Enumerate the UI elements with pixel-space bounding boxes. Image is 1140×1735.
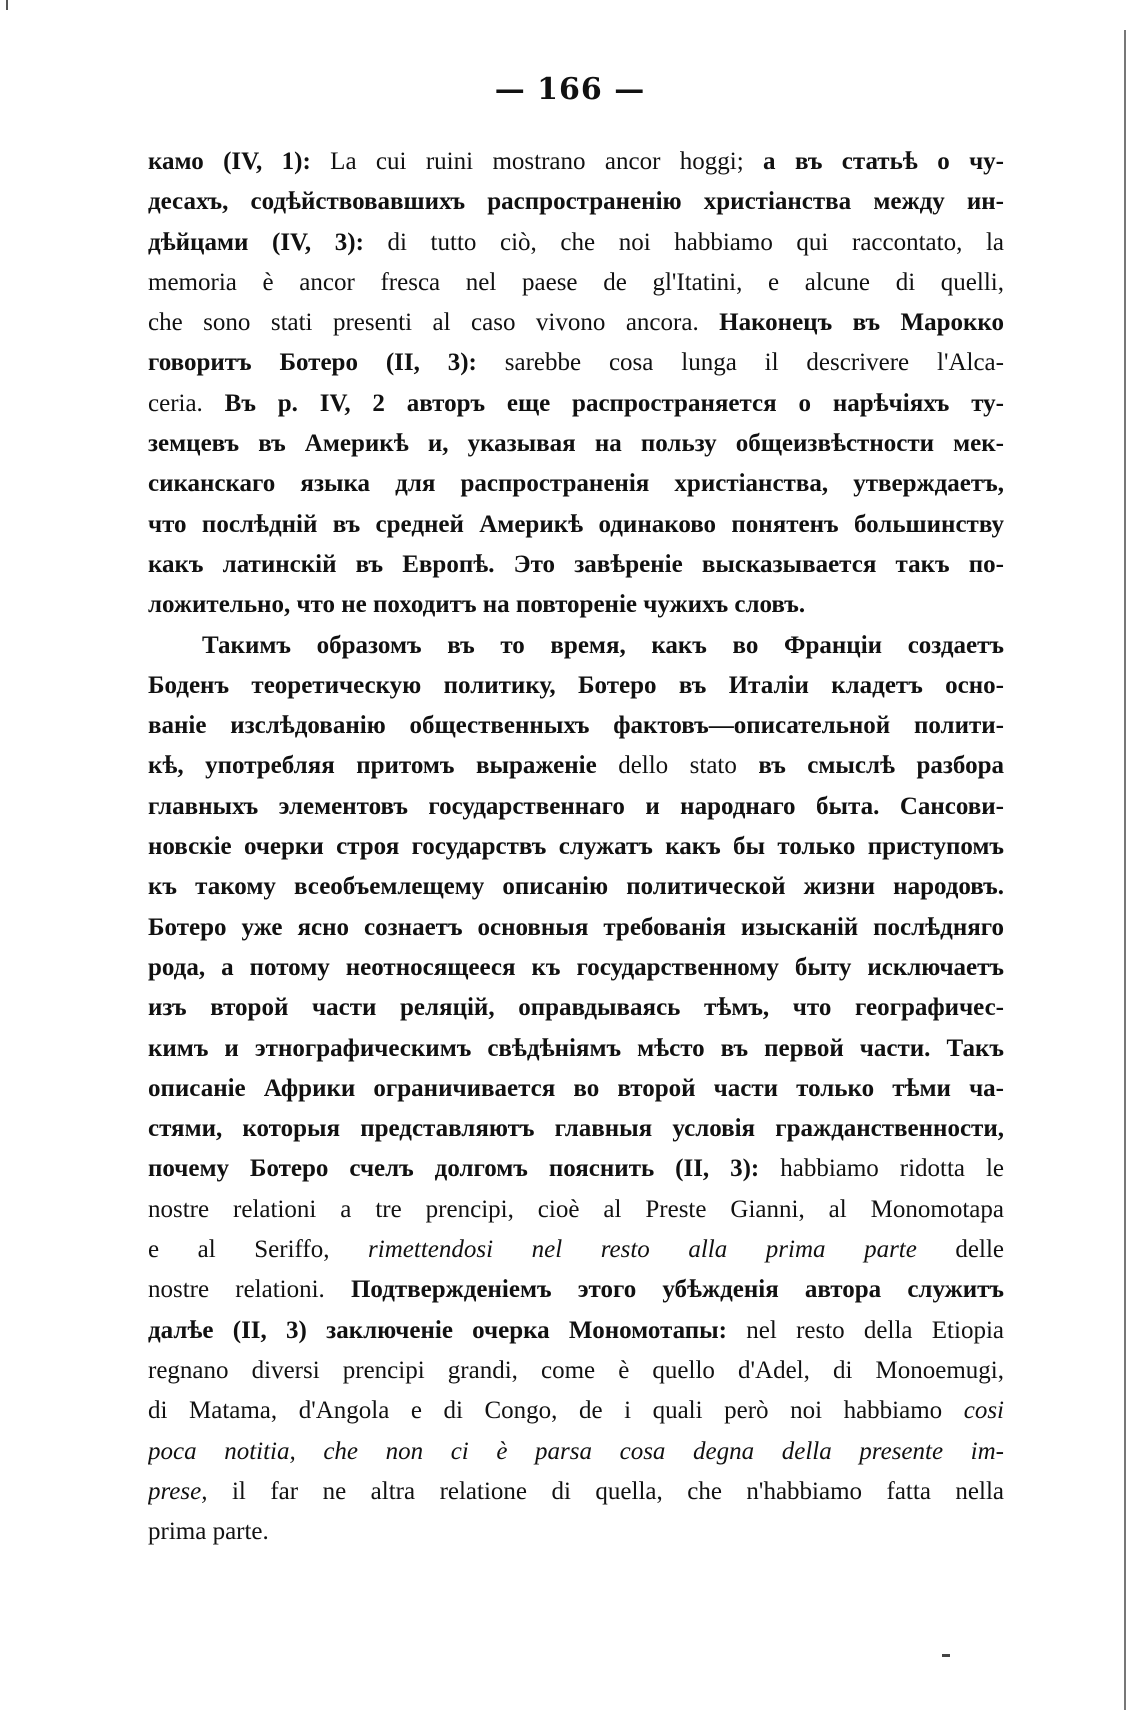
quoted-text: sarebbe cosa lunga il descrivere l'Alca-: [504, 349, 1004, 377]
text-line: [148, 626, 1004, 666]
body-text-run: камо (IV, 1):: [148, 148, 331, 175]
text-line: [148, 827, 1004, 867]
body-text-run: къ такому всеобъемлещему описанію политической жизни народовъ.: [148, 873, 1004, 901]
quoted-text: che sono stati presenti al caso vivono ancora.: [148, 309, 699, 337]
body-text-run: земцевъ въ Америкѣ и, указывая на пользу общеизвѣстности мек-: [148, 430, 1004, 458]
text-line: [148, 545, 1004, 585]
page-number: — 166 —: [494, 72, 646, 107]
quoted-text: di tutto ciò, che noi habbiamo qui raccontato, la: [387, 228, 1004, 256]
body-text-run: новскіе очерки строя государствъ служатъ какъ бы только приступомъ: [148, 833, 1004, 861]
page-edge-line: [1124, 30, 1126, 1710]
italic-quote: cosi: [963, 1397, 1004, 1425]
body-text: [148, 142, 1004, 1552]
quoted-text: ceria.: [148, 389, 203, 417]
text-line: [148, 1230, 1004, 1270]
body-text-run: кимъ и этнографическимъ свѣдѣніямъ мѣсто въ первой части. Такъ: [148, 1034, 1004, 1062]
body-text-run: дѣйцами (IV, 3):: [148, 228, 388, 256]
text-line: [148, 343, 1004, 383]
text-line: [148, 424, 1004, 464]
text-line: [148, 1190, 1004, 1230]
text-line: [148, 223, 1004, 263]
text-line: [148, 988, 1004, 1028]
body-text-run: что послѣдній въ средней Америкѣ одинаково понятенъ большинству: [148, 510, 1004, 538]
body-text-run: Боденъ теоретическую политику, Ботеро въ Италіи кладетъ осно-: [148, 671, 1004, 699]
text-line: [148, 1149, 1004, 1189]
quoted-text: prima parte.: [148, 1518, 269, 1546]
text-line: [148, 182, 1004, 222]
text-line: [148, 1109, 1004, 1149]
text-line: [148, 1391, 1004, 1431]
italic-quote: rimettendosi nel resto alla prima parte: [368, 1236, 917, 1264]
quoted-text: La cui ruini mostrano ancor hoggi;: [330, 148, 744, 175]
text-line: [148, 142, 1004, 182]
italic-quote: poca notitia, che non ci è parsa cosa degna della presente im-: [148, 1437, 1004, 1465]
text-line: [148, 867, 1004, 907]
body-text-run: почему Ботеро счелъ долгомъ пояснить (II, 3):: [148, 1155, 781, 1183]
body-text-run: описаніе Африки ограничивается во второй части только тѣми ча-: [148, 1074, 1004, 1102]
quoted-text: e al Seriffo,: [148, 1236, 369, 1264]
body-text-run: сиканскаго языка для распространенія христіанства, утверждаетъ,: [148, 470, 1004, 498]
body-text-run: ваніе изслѣдованію общественныхъ фактовъ—описательной полити-: [148, 712, 1004, 740]
text-line: [148, 1270, 1004, 1310]
quoted-text: delle: [916, 1236, 1004, 1264]
quoted-text: habbiamo ridotta le: [780, 1155, 1004, 1183]
text-line: [148, 585, 1004, 625]
quoted-text: nel resto della Etiopia: [746, 1316, 1004, 1344]
body-text-run: стями, которыя представляютъ главныя условія гражданственности,: [148, 1115, 1004, 1143]
text-line: [148, 1512, 1004, 1552]
body-text-run: Ботеро уже ясно сознаетъ основныя требованія изысканій послѣдняго: [148, 913, 1004, 941]
text-line: [148, 948, 1004, 988]
text-line: [148, 384, 1004, 424]
text-line: [148, 706, 1004, 746]
text-line: [148, 1069, 1004, 1109]
body-text-run: десахъ, содѣйствовавшихъ распространенію христіанства между ин-: [148, 188, 1004, 216]
body-text-run: главныхъ элементовъ государственнаго и народнаго быта. Сансови-: [148, 792, 1004, 820]
body-text-run: изъ второй части реляцій, оправдываясь тѣмъ, что географичес-: [148, 994, 1004, 1022]
text-line: [148, 505, 1004, 545]
text-line: [148, 908, 1004, 948]
text-line: [148, 263, 1004, 303]
body-text-run: ложительно, что не походитъ на повтореніе чужихъ словъ.: [148, 591, 806, 619]
text-line: [148, 1472, 1004, 1512]
text-line: [148, 666, 1004, 706]
body-text-run: Подтвержденіемъ этого убѣжденія автора служитъ: [324, 1276, 1004, 1304]
body-text-run: какъ латинскій въ Европѣ. Это завѣреніе высказывается такъ по-: [148, 550, 1004, 578]
scan-corner-mark: [6, 0, 8, 10]
quoted-text: nostre relationi a tre prencipi, cioè al Preste Gianni, al Monomotapa: [148, 1195, 1004, 1223]
text-line: [148, 1029, 1004, 1069]
quoted-text: memoria è ancor fresca nel paese de gl'Itatini, e alcune di quelli,: [148, 268, 1004, 296]
text-line: [148, 303, 1004, 343]
body-text-run: говоритъ Ботеро (II, 3):: [148, 349, 505, 377]
text-line: [148, 1311, 1004, 1351]
body-text-run: а въ статьѣ о чу-: [743, 148, 1004, 175]
body-text-run: Такимъ образомъ въ то время, какъ во Франціи создаетъ: [202, 631, 1004, 659]
quoted-text: nostre relationi.: [148, 1276, 325, 1304]
quoted-text: dello stato: [618, 752, 737, 780]
body-text-run: въ смыслѣ разбора: [736, 752, 1004, 780]
text-line: [148, 746, 1004, 786]
text-line: [148, 787, 1004, 827]
body-text-run: рода, а потому неотносящееся къ государственному быту исключаетъ: [148, 953, 1004, 981]
body-text-run: Наконецъ въ Марокко: [698, 309, 1004, 337]
text-line: [148, 464, 1004, 504]
quoted-text: di Matama, d'Angola e di Congo, de i quali però noi habbiamo: [148, 1397, 964, 1425]
quoted-text: il far ne altra relatione di quella, che n'habbiamo fatta nella: [207, 1477, 1004, 1505]
body-text-run: кѣ, употребляя притомъ выраженіе: [148, 752, 619, 780]
text-line: [148, 1432, 1004, 1472]
print-mark: [942, 1654, 950, 1657]
quoted-text: regnano diversi prencipi grandi, come è quello d'Adel, di Monoemugi,: [148, 1356, 1004, 1384]
text-line: [148, 1351, 1004, 1391]
body-text-run: далѣе (II, 3) заключеніе очерка Мономотапы:: [148, 1316, 747, 1344]
body-text-run: Въ р. IV, 2 авторъ еще распространяется о нарѣчіяхъ ту-: [202, 389, 1004, 417]
italic-quote: prese,: [148, 1477, 208, 1505]
